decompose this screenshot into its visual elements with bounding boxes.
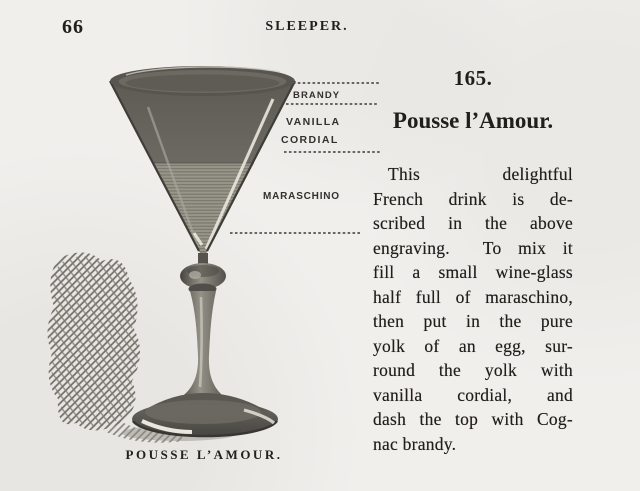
recipe-body-line: round the yolk with bbox=[373, 360, 573, 380]
recipe-body bbox=[373, 162, 573, 456]
recipe-body-line: then put in the pure bbox=[373, 311, 573, 331]
label-maraschino: MARASCHINO bbox=[263, 191, 340, 202]
glass-foot bbox=[132, 393, 278, 437]
page-number: 66 bbox=[62, 16, 84, 38]
label-vanilla: VANILLA bbox=[286, 116, 341, 128]
label-brandy: BRANDY bbox=[293, 90, 341, 101]
glass-stem bbox=[177, 253, 229, 400]
recipe-body-line: engraving. To mix it bbox=[373, 237, 573, 258]
recipe-body-line: fill a small wine-glass bbox=[373, 262, 573, 282]
label-cordial: CORDIAL bbox=[281, 134, 339, 146]
recipe-body-line: half full of maraschino, bbox=[373, 286, 573, 307]
recipe-number: 165. bbox=[453, 66, 493, 90]
figure-caption: POUSSE L’AMOUR. bbox=[125, 447, 283, 462]
recipe-title: Pousse l’Amour. bbox=[392, 108, 554, 133]
glass-engraving bbox=[30, 55, 380, 447]
recipe-body-line: dash the top with Cog- bbox=[373, 409, 573, 429]
recipe-body-line: This delightful bbox=[388, 164, 573, 184]
engraving-figure bbox=[30, 55, 380, 447]
recipe-body-line: scribed in the above bbox=[373, 213, 573, 233]
running-header: SLEEPER. bbox=[265, 19, 349, 34]
recipe-body-line: French drink is de- bbox=[373, 188, 573, 209]
recipe-body-line: yolk of an egg, sur- bbox=[373, 335, 573, 356]
glass-bowl bbox=[110, 66, 295, 255]
recipe-body-line: nac brandy. bbox=[373, 433, 457, 454]
recipe-body-line: vanilla cordial, and bbox=[373, 384, 573, 405]
recipe-article bbox=[373, 66, 573, 456]
